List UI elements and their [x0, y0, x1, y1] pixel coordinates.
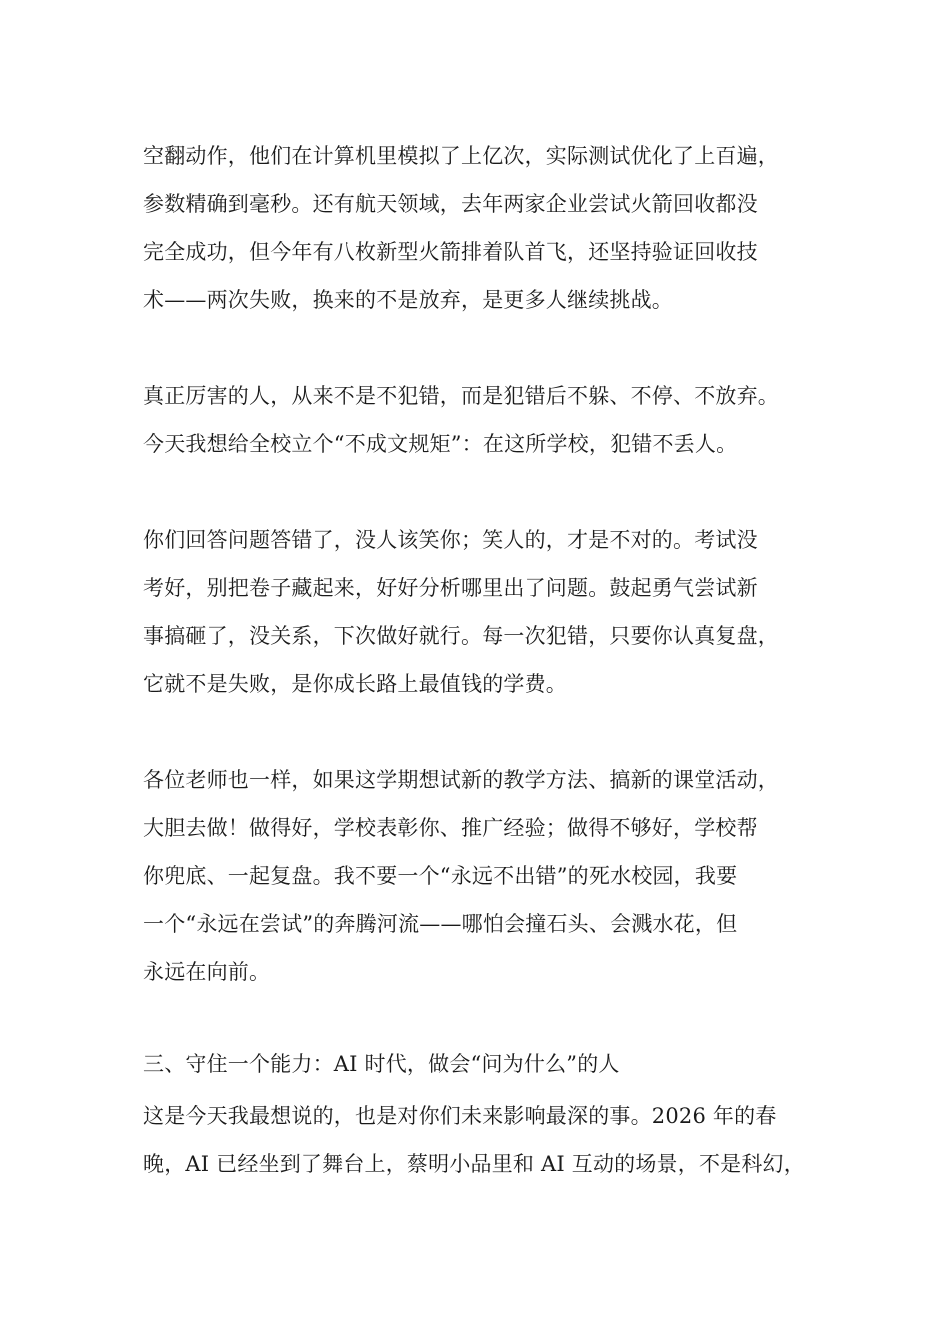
paragraph-ai-era — [143, 1092, 843, 1188]
paragraph-teachers — [143, 756, 843, 996]
text-line: 完全成功，但今年有八枚新型火箭排着队首飞，还坚持验证回收技 — [143, 240, 758, 264]
text-line: 一个“永远在尝试”的奔腾河流——哪怕会撞石头、会溅水花，但 — [143, 912, 738, 936]
text-line: 考好，别把卷子藏起来，好好分析哪里出了问题。鼓起勇气尝试新 — [143, 576, 758, 600]
text-line: 参数精确到毫秒。还有航天领域，去年两家企业尝试火箭回收都没 — [143, 192, 758, 216]
text-line: 它就不是失败，是你成长路上最值钱的学费。 — [143, 672, 567, 696]
document-body — [143, 132, 843, 1188]
text-line: 永远在向前。 — [143, 960, 271, 984]
paragraph-mistakes-rule — [143, 372, 843, 468]
section-heading: 三、守住一个能力：AI 时代，做会“问为什么”的人 — [143, 1052, 620, 1076]
text-line: 你们回答问题答错了，没人该笑你；笑人的，才是不对的。考试没 — [143, 528, 758, 552]
text-line: 各位老师也一样，如果这学期想试新的教学方法、搞新的课堂活动， — [143, 768, 779, 792]
paragraph-robotics-aerospace — [143, 132, 843, 324]
text-line: 晚，AI 已经坐到了舞台上，蔡明小品里和 AI 互动的场景，不是科幻， — [143, 1152, 805, 1176]
text-line: 术——两次失败，换来的不是放弃，是更多人继续挑战。 — [143, 288, 673, 312]
text-line: 今天我想给全校立个“不成文规矩”：在这所学校，犯错不丢人。 — [143, 432, 738, 456]
text-line: 事搞砸了，没关系，下次做好就行。每一次犯错，只要你认真复盘， — [143, 624, 779, 648]
section-heading-block — [143, 1044, 843, 1084]
text-line: 你兜底、一起复盘。我不要一个“永远不出错”的死水校园，我要 — [143, 864, 738, 888]
paragraph-students — [143, 516, 843, 708]
text-line: 真正厉害的人，从来不是不犯错，而是犯错后不躲、不停、不放弃。 — [143, 384, 779, 408]
text-line: 大胆去做！做得好，学校表彰你、推广经验；做得不够好，学校帮 — [143, 816, 758, 840]
text-line: 这是今天我最想说的，也是对你们未来影响最深的事。2026 年的春 — [143, 1104, 777, 1128]
text-line: 空翻动作，他们在计算机里模拟了上亿次，实际测试优化了上百遍， — [143, 144, 779, 168]
